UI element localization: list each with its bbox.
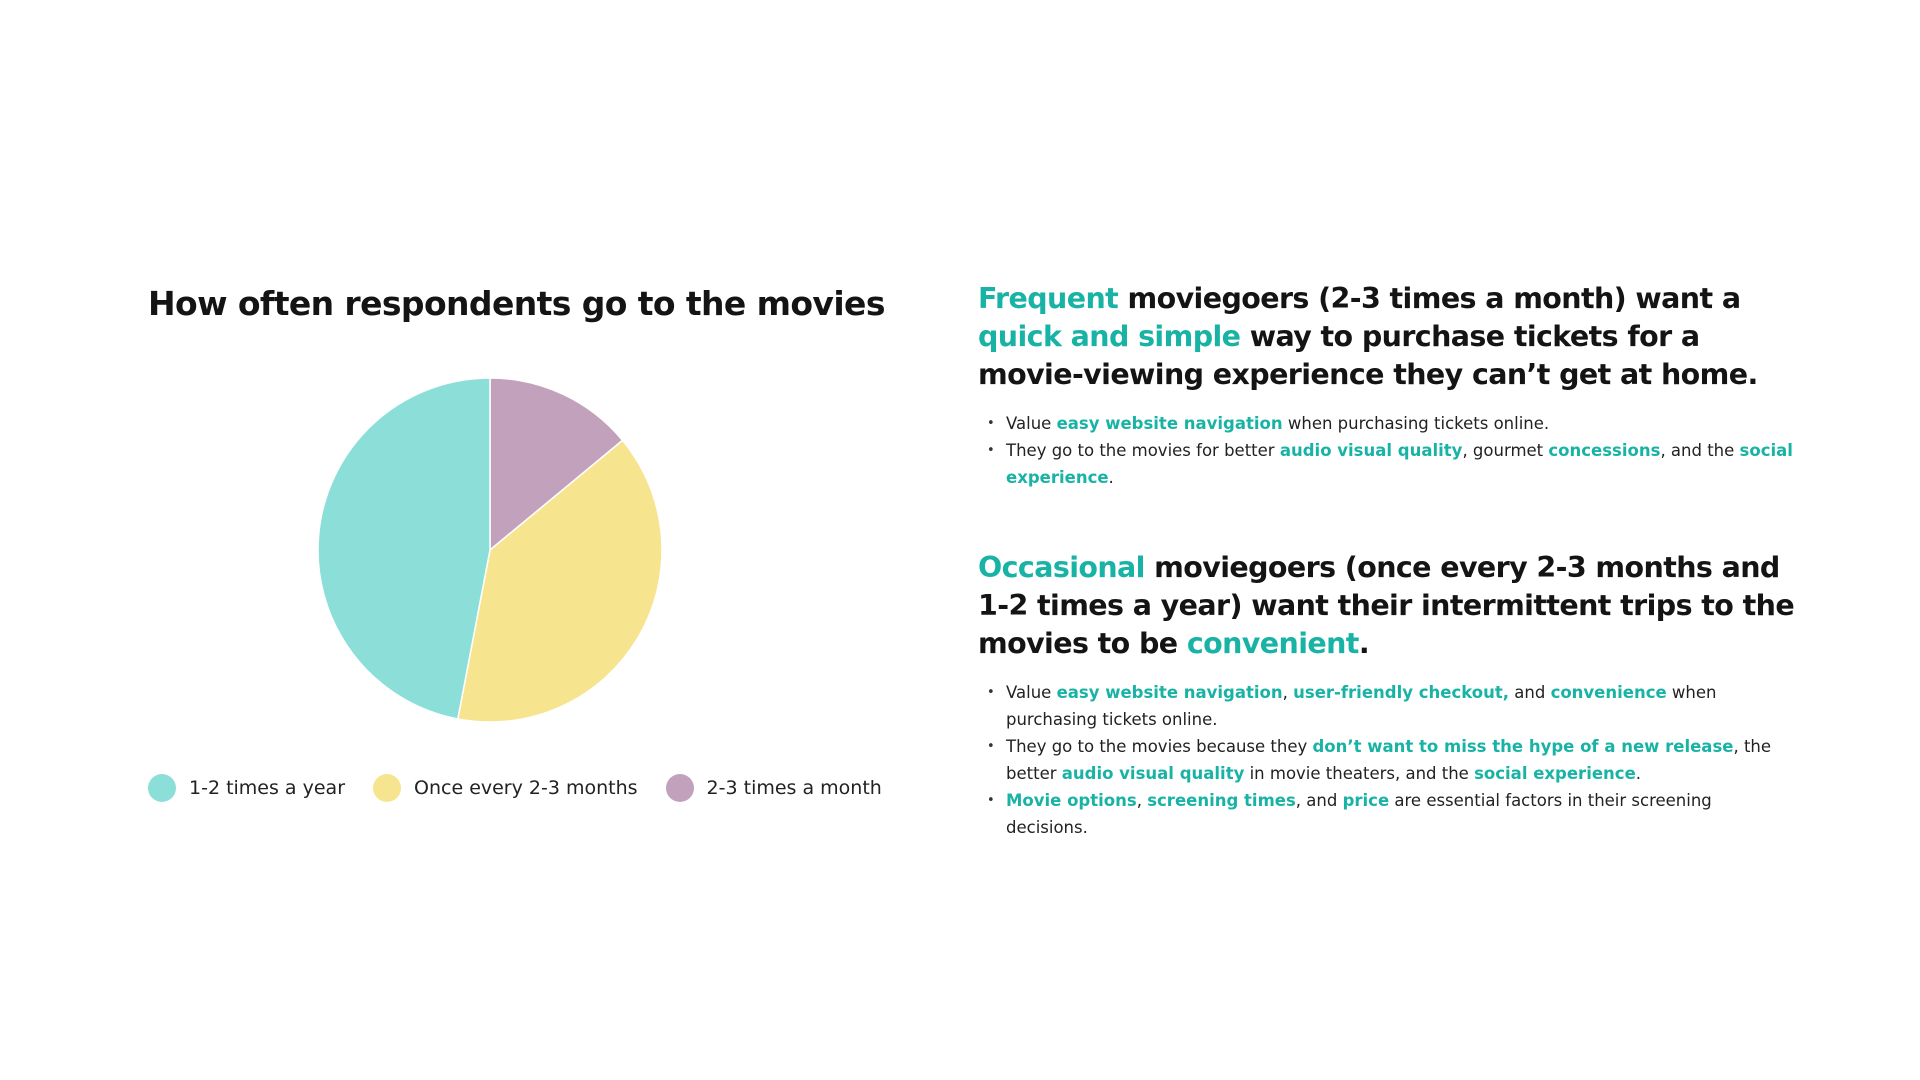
bullet-highlight: audio visual quality (1061, 764, 1245, 783)
bullet-highlight: audio visual quality (1279, 441, 1463, 460)
legend-label-yearly: 1-2 times a year (189, 777, 346, 799)
bullet-text: in movie theaters, and the (1244, 764, 1475, 783)
bullet-text: They go to the movies because they (1006, 737, 1313, 756)
occasional-moviegoers-section (978, 549, 1798, 841)
bullet-text: , and (1295, 791, 1343, 810)
occasional-heading-keyword: Occasional (978, 551, 1145, 584)
bullet-highlight: easy website navigation (1056, 414, 1283, 433)
chart-legend (148, 774, 882, 802)
bullet-text: . (1108, 468, 1114, 487)
bullet-highlight: price (1342, 791, 1390, 810)
bullet-text: They go to the movies for better (1006, 441, 1280, 460)
bullet-text: , gourmet (1462, 441, 1549, 460)
legend-item-monthly (666, 774, 882, 802)
legend-item-every-2-3-months (373, 774, 638, 802)
frequent-heading (978, 280, 1798, 394)
bullet-highlight: user-friendly checkout, (1293, 683, 1510, 702)
bullet-text: , and the (1660, 441, 1740, 460)
frequent-heading-text: moviegoers (2-3 times a month) want a (1118, 282, 1741, 315)
occasional-heading-highlight: convenient (1186, 627, 1359, 660)
legend-swatch-monthly (666, 774, 694, 802)
frequent-bullet-reasons (978, 437, 1798, 491)
bullet-highlight: convenience (1550, 683, 1667, 702)
bullet-text: Value (1006, 414, 1057, 433)
legend-label-every-2-3-months: Once every 2-3 months (414, 777, 638, 799)
bullet-text: , the better (1006, 737, 1772, 783)
bullet-highlight: social experience (1006, 441, 1793, 487)
chart-title: How often respondents go to the movies (148, 284, 885, 323)
frequent-heading-text-end: way to purchase tickets for a movie-viewing experience they can’t get at home. (978, 320, 1758, 391)
frequent-bullet-list (978, 410, 1798, 491)
legend-item-yearly (148, 774, 345, 802)
legend-swatch-every-2-3-months (373, 774, 401, 802)
pie-chart (310, 370, 670, 730)
bullet-highlight: easy website navigation (1056, 683, 1283, 702)
occasional-bullet-factors (978, 787, 1798, 841)
legend-swatch-yearly (148, 774, 176, 802)
occasional-bullet-list (978, 679, 1798, 841)
frequent-moviegoers-section (978, 280, 1798, 491)
bullet-text: and (1509, 683, 1551, 702)
bullet-text: . (1635, 764, 1642, 783)
occasional-bullet-values (978, 679, 1798, 733)
bullet-text: are essential factors in their screening decisions. (1006, 791, 1712, 837)
pie-slice-1-2-times-a-year (318, 378, 490, 719)
occasional-heading-text: moviegoers (once every 2-3 months and 1-2 times a year) want their intermittent trips to the movies to be (978, 551, 1795, 660)
bullet-highlight: screening times (1147, 791, 1296, 810)
frequent-heading-keyword: Frequent (978, 282, 1119, 315)
bullet-text: , (1282, 683, 1294, 702)
bullet-text: Value (1006, 683, 1057, 702)
occasional-bullet-reasons (978, 733, 1798, 787)
bullet-text: when purchasing tickets online. (1282, 414, 1550, 433)
bullet-highlight: social experience (1474, 764, 1636, 783)
bullet-highlight: concessions (1548, 441, 1661, 460)
occasional-heading-text-end: . (1358, 627, 1370, 660)
legend-label-monthly: 2-3 times a month (706, 777, 882, 799)
bullet-text: , (1136, 791, 1148, 810)
bullet-highlight: don’t want to miss the hype of a new release (1312, 737, 1734, 756)
frequent-bullet-navigation (978, 410, 1798, 437)
bullet-text: when purchasing tickets online. (1006, 683, 1717, 729)
frequent-heading-highlight: quick and simple (978, 320, 1241, 353)
occasional-heading (978, 549, 1798, 663)
bullet-highlight: Movie options (1006, 791, 1137, 810)
